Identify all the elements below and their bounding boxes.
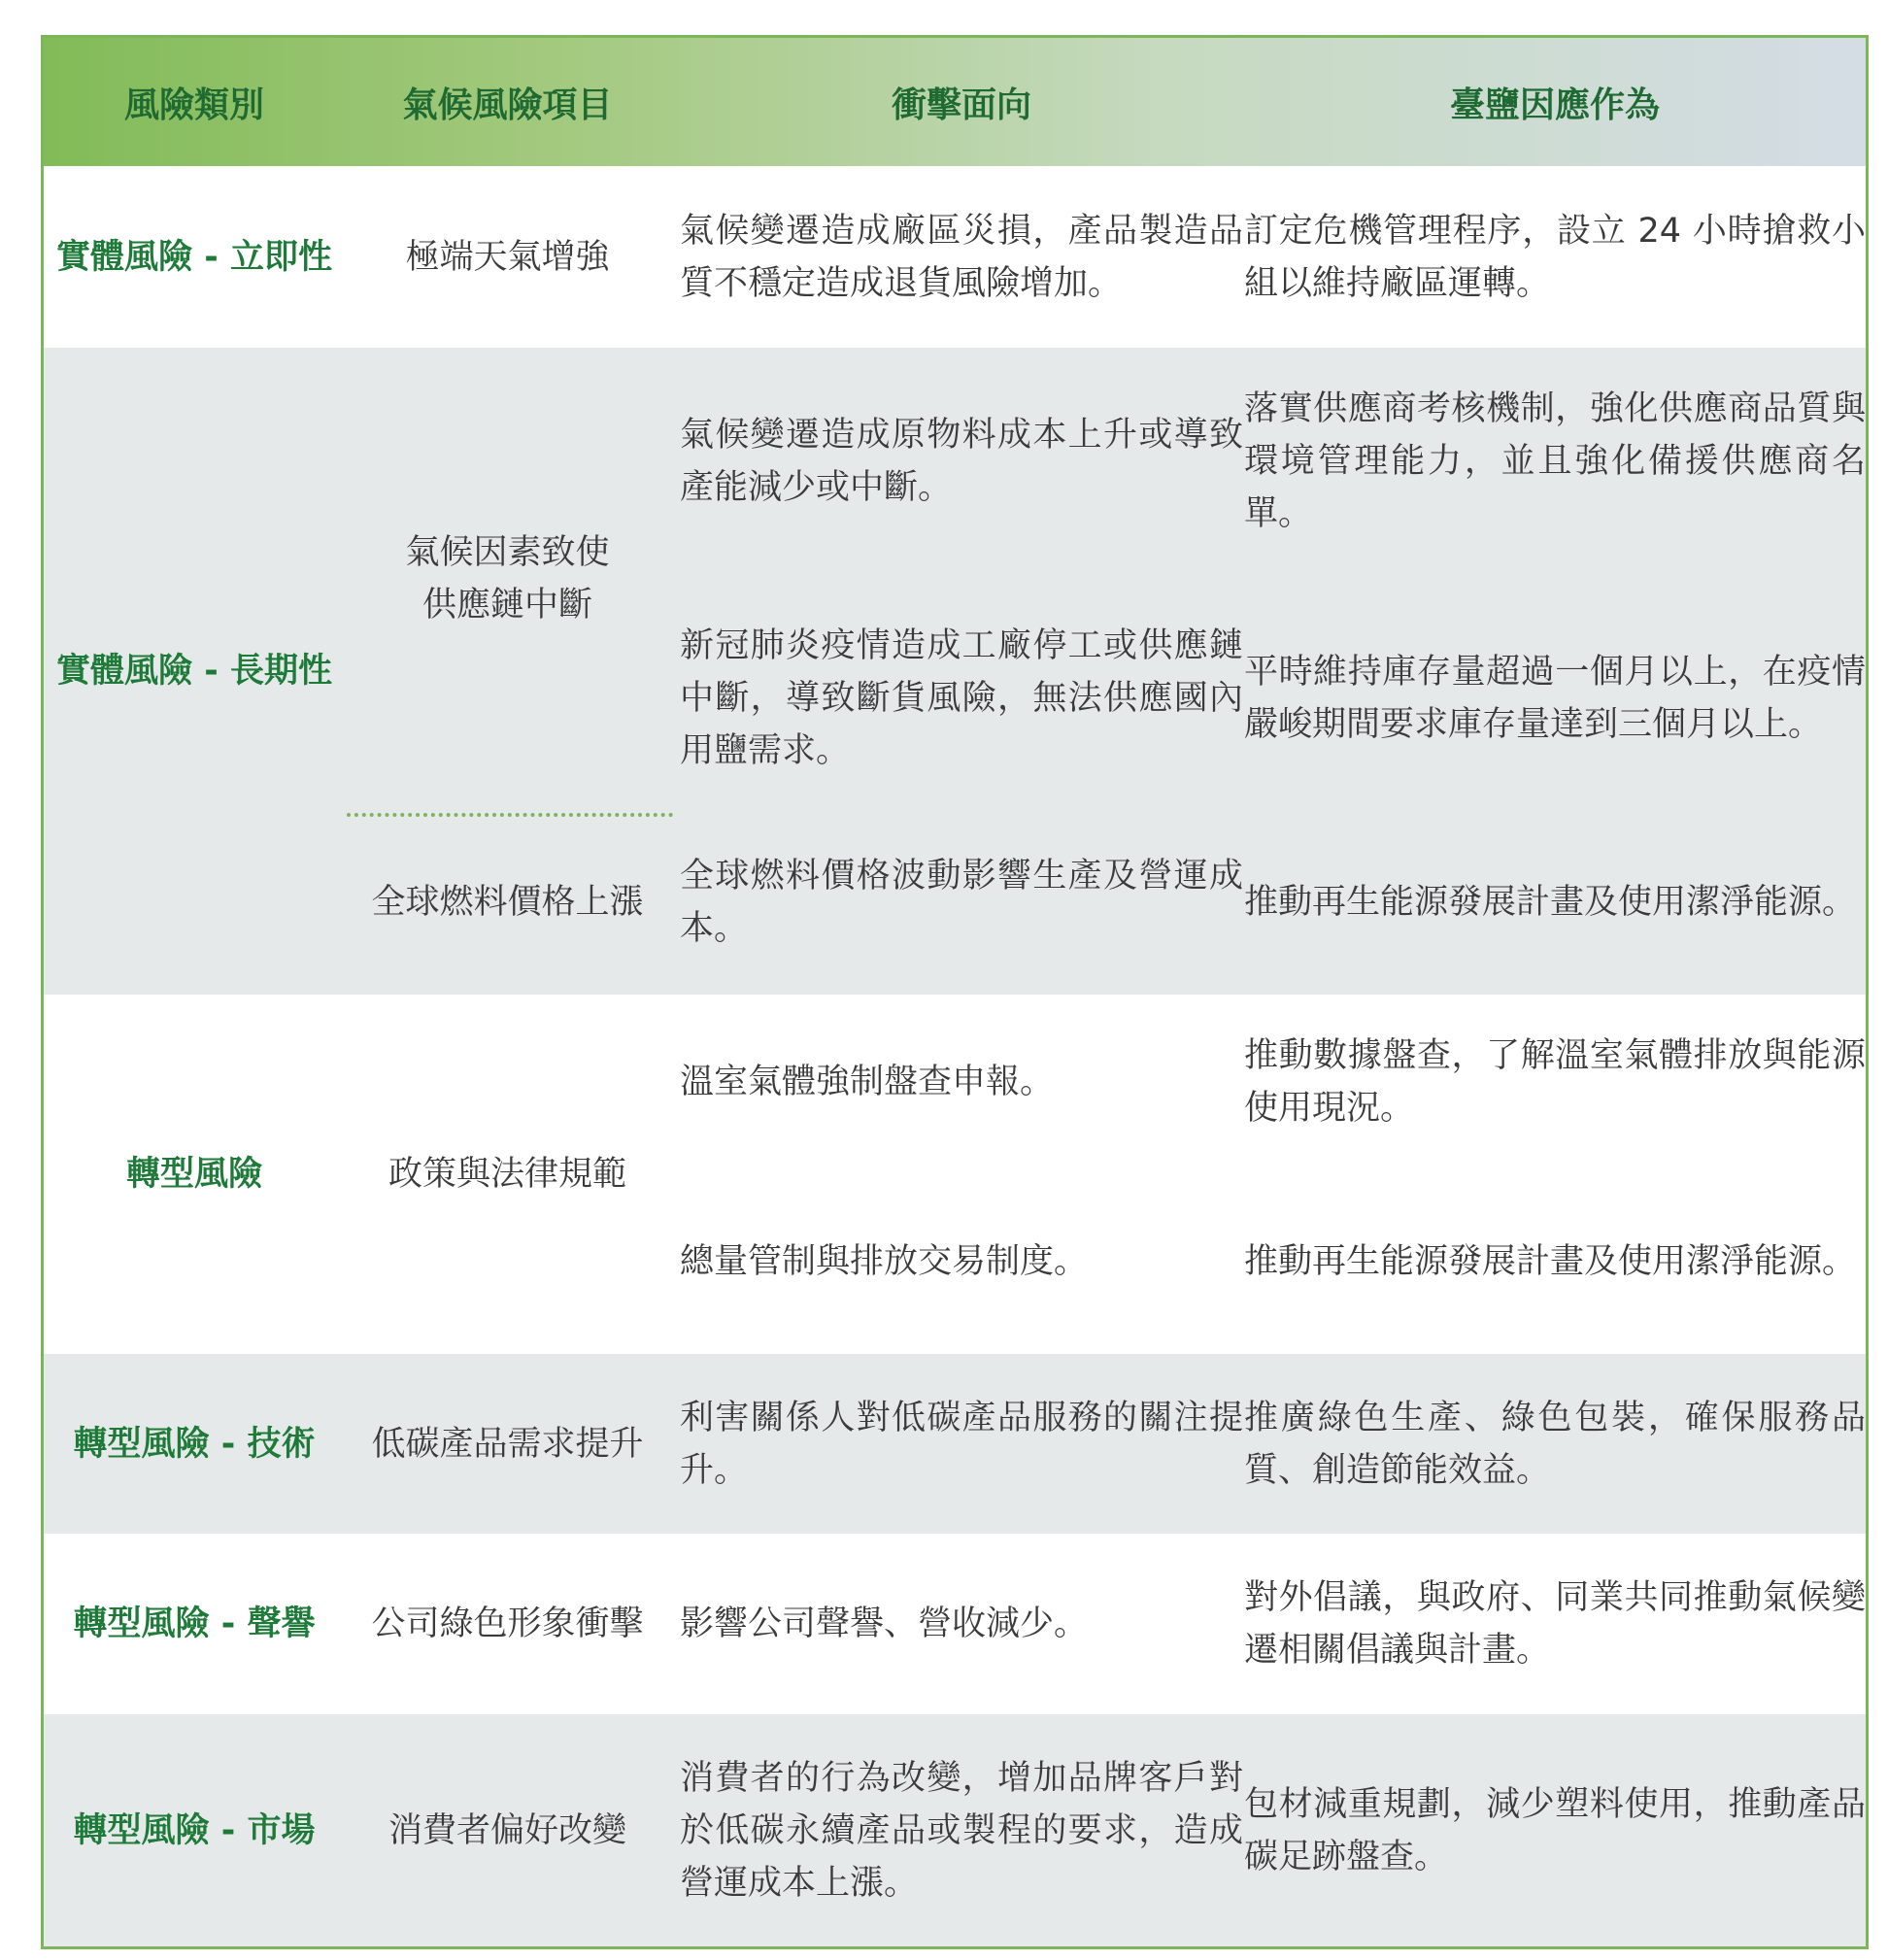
header-risk-category: 風險類別 [123, 84, 264, 125]
risk-category: 實體風險 - 立即性 [56, 237, 332, 277]
risk-table [41, 35, 1869, 1949]
response-action: 推廣綠色生產、綠色包裝，確保服務品質、創造節能效益。 [1244, 1398, 1866, 1490]
table-row [44, 1534, 1866, 1714]
impact-aspect: 利害關係人對低碳產品服務的關注提升。 [680, 1398, 1243, 1490]
response-action: 包材減重規劃，減少塑料使用，推動產品碳足跡盤查。 [1244, 1785, 1866, 1876]
climate-risk-item: 低碳產品需求提升 [371, 1424, 644, 1464]
risk-category: 轉型風險 [125, 1155, 262, 1194]
response-action: 推動數據盤查，了解溫室氣體排放與能源使用現況。 [1244, 1036, 1866, 1128]
header-response-actions: 臺鹽因應作為 [1449, 84, 1660, 125]
table-row [44, 995, 1866, 1354]
response-action: 訂定危機管理程序，設立 24 小時搶救小組以維持廠區運轉。 [1244, 211, 1866, 303]
impact-aspect: 氣候變遷造成原物料成本上升或導致產能減少或中斷。 [680, 416, 1243, 507]
climate-risk-item: 氣候因素致使供應鏈中斷 [405, 533, 610, 625]
risk-category: 轉型風險 - 市場 [73, 1811, 316, 1850]
risk-category: 轉型風險 - 聲譽 [73, 1605, 316, 1643]
response-action: 推動再生能源發展計畫及使用潔淨能源。 [1244, 883, 1857, 922]
impact-aspect: 總量管制與排放交易制度。 [680, 1242, 1089, 1281]
climate-risk-item: 全球燃料價格上漲 [371, 883, 644, 922]
header-impact-aspect: 衝擊面向 [891, 84, 1031, 125]
table-header [44, 38, 1866, 166]
risk-category: 實體風險 - 長期性 [56, 652, 332, 691]
header-climate-risk-item: 氣候風險項目 [402, 84, 613, 125]
impact-aspect: 氣候變遷造成廠區災損，產品製造品質不穩定造成退貨風險增加。 [680, 211, 1243, 303]
risk-category: 轉型風險 - 技術 [73, 1424, 316, 1464]
response-action: 推動再生能源發展計畫及使用潔淨能源。 [1244, 1242, 1857, 1281]
response-action: 落實供應商考核機制，強化供應商品質與環境管理能力，並且強化備援供應商名單。 [1244, 389, 1866, 533]
impact-aspect: 溫室氣體強制盤查申報。 [680, 1063, 1055, 1101]
climate-risk-item: 公司綠色形象衝擊 [371, 1605, 644, 1643]
impact-aspect: 全球燃料價格波動影響生產及營運成本。 [680, 857, 1243, 948]
climate-risk-item: 消費者偏好改變 [388, 1811, 626, 1850]
table-row [44, 348, 1866, 995]
climate-risk-item: 極端天氣增強 [405, 237, 610, 277]
table-row [44, 1354, 1866, 1534]
response-action: 對外倡議，與政府、同業共同推動氣候變遷相關倡議與計畫。 [1244, 1578, 1866, 1670]
response-action: 平時維持庫存量超過一個月以上，在疫情嚴峻期間要求庫存量達到三個月以上。 [1244, 653, 1866, 744]
table-row [44, 166, 1866, 348]
impact-aspect: 影響公司聲譽、營收減少。 [680, 1605, 1089, 1643]
climate-risk-item: 政策與法律規範 [388, 1155, 626, 1194]
table-row [44, 1714, 1866, 1949]
dotted-divider [347, 813, 673, 817]
impact-aspect: 新冠肺炎疫情造成工廠停工或供應鏈中斷，導致斷貨風險，無法供應國內用鹽需求。 [680, 626, 1243, 770]
impact-aspect: 消費者的行為改變，增加品牌客戶對於低碳永續產品或製程的要求，造成營運成本上漲。 [680, 1759, 1243, 1903]
